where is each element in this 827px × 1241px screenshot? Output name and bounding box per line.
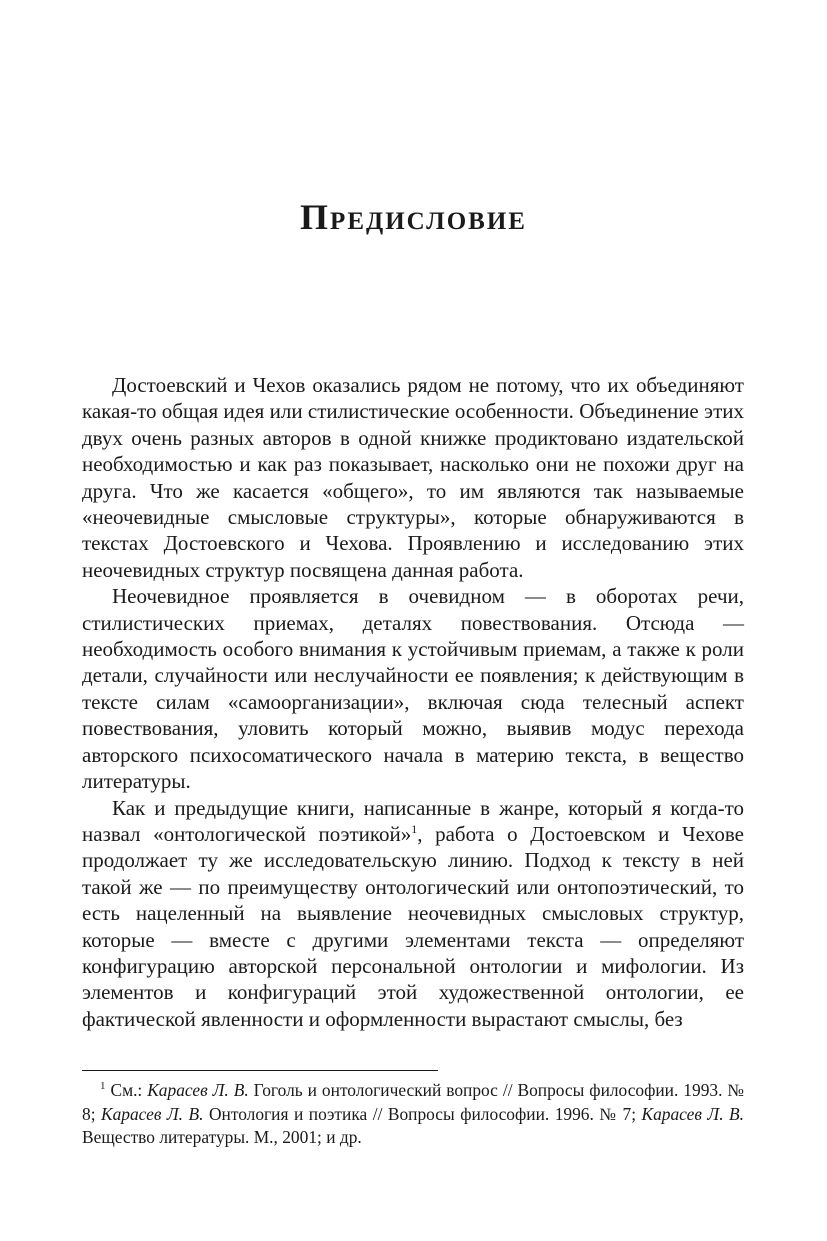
footnote-mark: 1 bbox=[100, 1080, 106, 1093]
footnote-text-2: Гоголь и онтологический вопрос // Вопросы философии. 1993. № 8; bbox=[82, 1080, 745, 1124]
paragraph-1: Достоевский и Чехов оказались рядом не потому, что их объединяют какая-то общая идея или стилистические особенности. Объединение этих двух очень разных авторов в одной книжке продиктовано издательской необходимостью и как раз показывает, насколько они не похожи друг на друга. Что же касается «общего», то им являются так называемые «неочевидные смысловые структуры», которые обнаруживаются в текстах Достоевского и Чехова. Проявлению и исследованию этих неочевидных структур посвящена данная работа. bbox=[82, 373, 744, 582]
footnote-author-2: Карасев Л. В. bbox=[101, 1103, 204, 1124]
footnote-author-3: Карасев Л. В. bbox=[641, 1103, 745, 1124]
footnote-author-1: Карасев Л. В. bbox=[147, 1080, 249, 1100]
footnote-text-1: См.: bbox=[105, 1080, 148, 1100]
body-text bbox=[82, 372, 744, 1032]
footnote-divider bbox=[82, 1070, 438, 1071]
footnote-text-4: Вещество литературы. М., 2001; и др. bbox=[82, 1127, 362, 1147]
paragraph-3-end: , работа о Достоевском и Чехове продолжает ту же исследовательскую линию. Подход к тексту в ней такой же — по преимуществу онтологический или онтопоэтический, то есть нацеленный на выявление неочевидных смысловых структур, которые — вместе с другими элементами текста — определяют конфигурацию авторской персональной онтологии и мифологии. Из элементов и конфигураций этой художественной онтологии, ее фактической явленности и оформленности вырастают смыслы, без bbox=[82, 821, 744, 1031]
paragraph-2: Неочевидное проявляется в очевидном — в оборотах речи, стилистических приемах, деталях повествования. Отсюда — необходимость особого внимания к устойчивым приемам, а также к роли детали, случайности или неслучайности ее появления; к действующим в тексте силам «самоорганизации», включая сюда телесный аспект повествования, уловить который можно, выявив модус перехода авторского психосоматического начала в материю текста, в вещество литературы. bbox=[82, 584, 744, 794]
paragraph-3 bbox=[82, 795, 744, 1033]
footnote bbox=[82, 1079, 744, 1150]
footnote-reference[interactable]: 1 bbox=[411, 821, 418, 836]
chapter-title: Предисловие bbox=[300, 197, 527, 237]
paragraph-3-start: Как и предыдущие книги, написанные в жанре, который я когда-то назвал «онтологической поэтикой» bbox=[82, 795, 744, 846]
footnote-text-3: Онтология и поэтика // Вопросы философии. 1996. № 7; bbox=[203, 1103, 642, 1124]
